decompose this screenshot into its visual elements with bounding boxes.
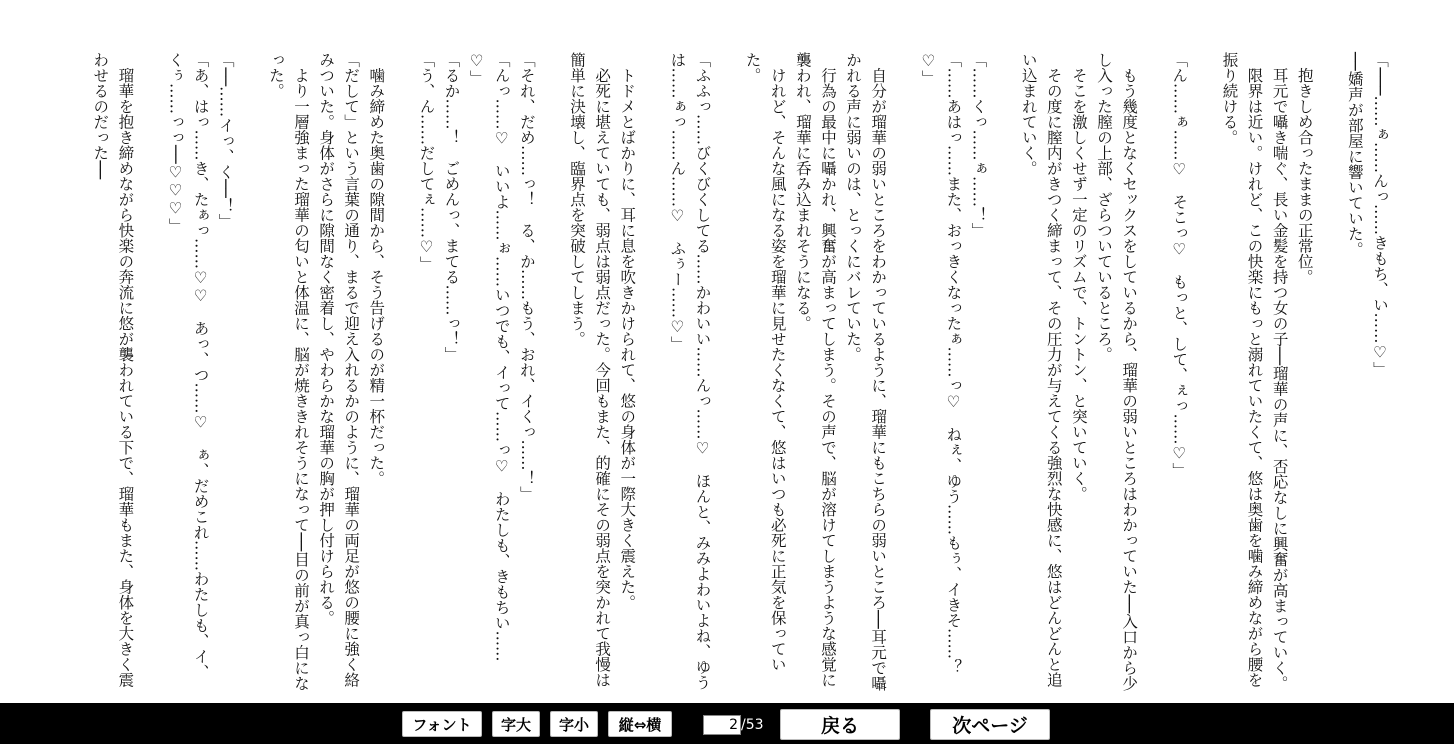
page-indicator xyxy=(703,714,764,736)
vertical-text-body: 「───……ぁ……んっ……きもち、い……♡」 ──嬌声が部屋に響いていた。 抱きしめ合ったままの正常位。 耳元で囁き喘ぐ、長い金髪を持つ女の子──瑠華の声に、否応なしに興奮が高まっていく。 限界は近い。けれど、この快楽にもっと溺れていたくて、悠は奥歯を噛み締めながら腰を振り続ける。 「ん……ぁ……♡ そこっ♡ もっと、して、ぇっ……♡」 もう幾度となくセックスをしているから、瑠華の弱いところはわかっていた──入口から少し入った膣の上部、ざらついているところ。 そこを激しくせず一定のリズムで、トントン、と突いていく。 その度に膣内がきつく締まって、その圧力が与えてくる強烈な快感に、悠はどんどんと追い込まれていく。 「……くっ……ぁ……！」 「……あはっ……また、おっきくなったぁ……っ♡ ねぇ、ゆう……もぅ、イきそ……？♡」 自分が瑠華の弱いところをわかっているように、瑠華にもこちらの弱いところ──耳元で囁かれる声に弱いのは、とっくにバレていた。 行為の最中に囁かれ、興奮が高まってしまう。その声で、脳が溶けてしまうような感覚に襲われ、瑠華に呑み込まれそうになる。 けれど、そんな風になる姿を瑠華に見せたくなくて、悠はいつも必死に正気を保っていた。 「ふふっ……びくびくしてる……かわいい……んっ……♡ ほんと、みみよわいよね、ゆうは……ぁっ……ん……♡ ふぅー……♡」 トドメとばかりに、耳に息を吹きかけられて、悠の身体が一際大きく震えた。 必死に堪えていても、弱点は弱点だった。今回もまた、的確にその弱点を突かれて我慢は簡単に決壊し、臨界点を突破してしまう。 「それ、だめ……っ！ る、か……もう、おれ、イくっ……！」 「んっ……♡ いいよ……ぉ……いつでも、イって……っ♡ わたしも、きもちい……♡」 「るか……！ ごめんっ、まてる……っ！」 「う、ん……だしてぇ……♡」 噛み締めた奥歯の隙間から、そう告げるのが精一杯だった。 「だして」という言葉の通り、まるで迎え入れるかのように、瑠華の両足が悠の腰に強く絡みついた。身体がさらに隙間なく密着し、やわらかな瑠華の胸が押し付けられる。 より一層強まった瑠華の匂いと体温に、脳が焼ききれそうになって──目の前が真っ白になった。 「──……イっ、く──！」 「あ、はっ……き、たぁっ……♡♡ あっ、つ……♡ ぁ、だめこれ……わたしも、イ、くぅ……っっ──♡♡♡」 瑠華を抱き締めながら快楽の奔流に悠が襲われている下で、瑠華もまた、身体を大きく震わせるのだった── xyxy=(91,52,1389,691)
reader-toolbar xyxy=(0,703,1454,744)
page-number-input[interactable] xyxy=(703,715,741,735)
font-button[interactable]: フォント xyxy=(402,711,482,737)
font-size-down-button[interactable]: 字小 xyxy=(550,711,598,737)
total-pages-label: /53 xyxy=(741,717,764,733)
orientation-toggle-button[interactable]: 縦⇔横 xyxy=(608,711,672,737)
font-size-up-button[interactable]: 字大 xyxy=(492,711,540,737)
next-page-button[interactable]: 次ページ xyxy=(930,709,1050,740)
back-button[interactable]: 戻る xyxy=(780,709,900,740)
